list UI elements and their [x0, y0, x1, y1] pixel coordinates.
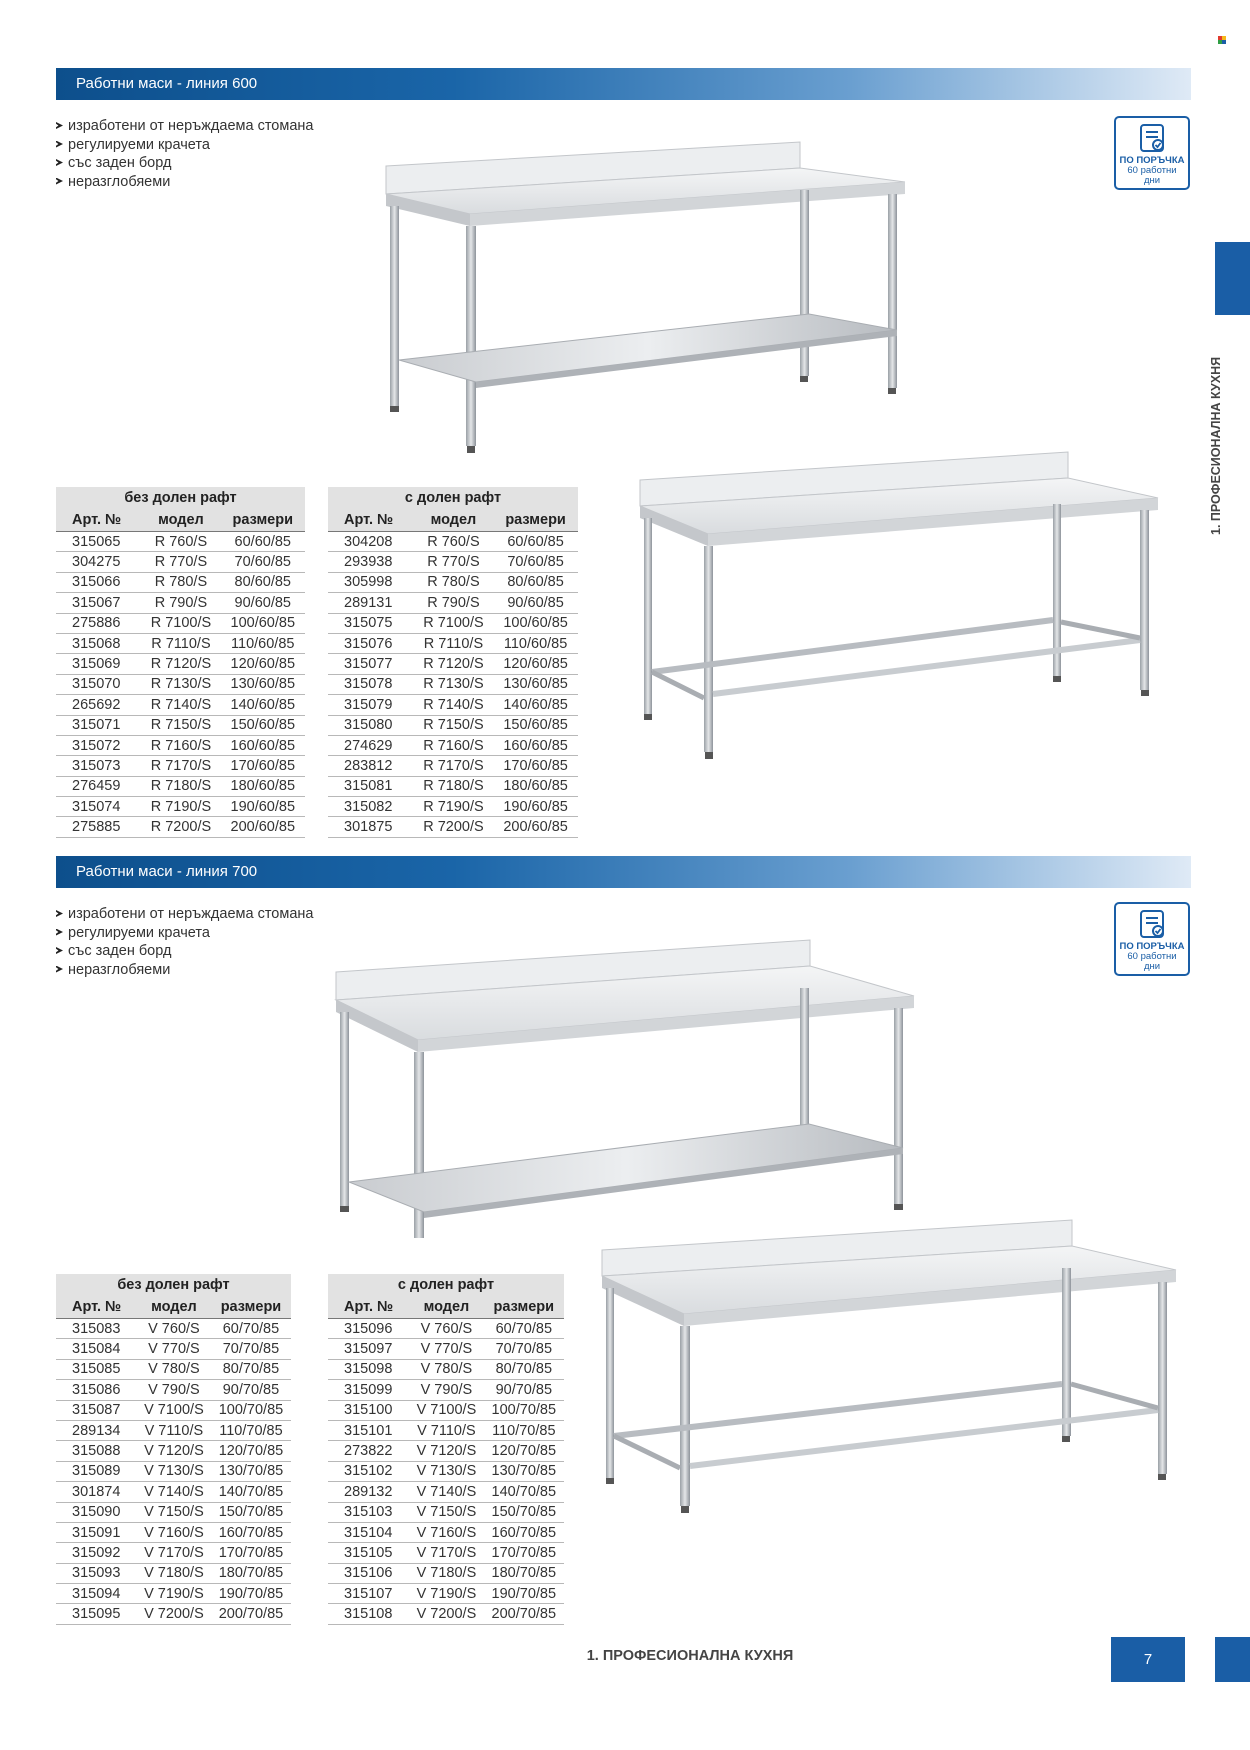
dimensions-cell: 140/60/85	[493, 695, 578, 715]
model-cell: V 7180/S	[137, 1563, 211, 1583]
model-cell: V 7110/S	[409, 1420, 483, 1440]
art-number-cell: 315105	[328, 1543, 409, 1563]
model-cell: R 780/S	[414, 572, 493, 592]
table-row	[328, 532, 578, 552]
model-cell: R 7200/S	[414, 817, 493, 837]
model-cell: V 7100/S	[409, 1400, 483, 1420]
model-cell: V 7110/S	[137, 1420, 211, 1440]
dimensions-cell: 160/70/85	[211, 1522, 291, 1542]
dimensions-cell: 200/60/85	[493, 817, 578, 837]
dimensions-cell: 150/70/85	[484, 1502, 564, 1522]
dimensions-cell: 100/60/85	[493, 613, 578, 633]
table-row	[328, 1319, 564, 1339]
art-number-cell: 276459	[56, 776, 141, 796]
column-header: Арт. №	[328, 509, 414, 532]
model-cell: R 7160/S	[414, 735, 493, 755]
art-number-cell: 315069	[56, 654, 141, 674]
dimensions-cell: 130/70/85	[484, 1461, 564, 1481]
feature-item: със заден борд	[56, 942, 313, 961]
column-header: Арт. №	[56, 1296, 137, 1319]
table-row	[56, 695, 305, 715]
art-number-cell: 315091	[56, 1522, 137, 1542]
table-row	[56, 552, 305, 572]
table-row	[56, 1441, 291, 1461]
table-row	[328, 715, 578, 735]
table-row	[328, 817, 578, 837]
table-row	[328, 1380, 564, 1400]
dimensions-cell: 150/60/85	[221, 715, 305, 735]
art-number-cell: 315082	[328, 797, 414, 817]
model-cell: R 7170/S	[414, 756, 493, 776]
model-cell: R 7120/S	[141, 654, 220, 674]
dimensions-cell: 130/70/85	[211, 1461, 291, 1481]
table-row	[328, 1543, 564, 1563]
model-cell: R 790/S	[141, 593, 220, 613]
table-with-shelf-image	[334, 938, 916, 1238]
table-row	[328, 1563, 564, 1583]
art-number-cell: 315093	[56, 1563, 137, 1583]
badge-line1: ПО ПОРЪЧКА	[1119, 155, 1185, 166]
table-row	[56, 572, 305, 592]
art-number-cell: 315074	[56, 797, 141, 817]
dimensions-cell: 190/60/85	[493, 797, 578, 817]
table-row	[328, 1339, 564, 1359]
table-row	[328, 613, 578, 633]
model-cell: V 7130/S	[409, 1461, 483, 1481]
art-number-cell: 315087	[56, 1400, 137, 1420]
art-number-cell: 301875	[328, 817, 414, 837]
art-number-cell: 315068	[56, 633, 141, 653]
model-cell: R 7110/S	[141, 633, 220, 653]
art-number-cell: 315080	[328, 715, 414, 735]
dimensions-cell: 150/70/85	[211, 1502, 291, 1522]
art-number-cell: 315084	[56, 1339, 137, 1359]
model-cell: R 770/S	[141, 552, 220, 572]
table-row	[328, 1420, 564, 1440]
dimensions-cell: 150/60/85	[493, 715, 578, 735]
dimensions-cell: 140/60/85	[221, 695, 305, 715]
table-row	[56, 1380, 291, 1400]
art-number-cell: 301874	[56, 1482, 137, 1502]
dimensions-cell: 140/70/85	[211, 1482, 291, 1502]
feature-item: със заден борд	[56, 154, 313, 173]
model-cell: R 760/S	[141, 532, 220, 552]
dimensions-cell: 80/60/85	[493, 572, 578, 592]
model-cell: V 7120/S	[137, 1441, 211, 1461]
column-header: Арт. №	[328, 1296, 409, 1319]
model-cell: V 7100/S	[137, 1400, 211, 1420]
column-header: модел	[414, 509, 493, 532]
art-number-cell: 315090	[56, 1502, 137, 1522]
table-row	[328, 633, 578, 653]
column-header: модел	[141, 509, 220, 532]
table-row	[56, 593, 305, 613]
table-row	[328, 1400, 564, 1420]
art-number-cell: 315070	[56, 674, 141, 694]
table-without-shelf-image	[638, 450, 1160, 766]
model-cell: V 7190/S	[137, 1584, 211, 1604]
model-cell: V 770/S	[409, 1339, 483, 1359]
dimensions-cell: 170/60/85	[221, 756, 305, 776]
dimensions-cell: 90/60/85	[221, 593, 305, 613]
feature-list-600	[56, 117, 313, 191]
dimensions-cell: 190/60/85	[221, 797, 305, 817]
brand-logo-icon	[1218, 36, 1226, 44]
model-cell: R 7130/S	[414, 674, 493, 694]
model-cell: R 760/S	[414, 532, 493, 552]
dimensions-cell: 170/70/85	[211, 1543, 291, 1563]
table-row	[328, 1584, 564, 1604]
art-number-cell: 315083	[56, 1319, 137, 1339]
table-row	[56, 1563, 291, 1583]
art-number-cell: 289132	[328, 1482, 409, 1502]
made-to-order-badge-600	[1114, 116, 1190, 190]
badge-line3: дни	[1143, 175, 1161, 186]
model-cell: R 7130/S	[141, 674, 220, 694]
table-row	[328, 654, 578, 674]
art-number-cell: 304275	[56, 552, 141, 572]
dimensions-cell: 120/70/85	[484, 1441, 564, 1461]
dimensions-cell: 170/70/85	[484, 1543, 564, 1563]
table-row	[56, 1400, 291, 1420]
dimensions-cell: 200/60/85	[221, 817, 305, 837]
art-number-cell: 315067	[56, 593, 141, 613]
model-cell: V 780/S	[409, 1359, 483, 1379]
table-row	[56, 1502, 291, 1522]
badge-line2: 60 работни	[1127, 951, 1177, 962]
table-row	[328, 695, 578, 715]
art-number-cell: 315096	[328, 1319, 409, 1339]
dimensions-cell: 160/60/85	[493, 735, 578, 755]
table-row	[56, 1319, 291, 1339]
table-row	[56, 776, 305, 796]
model-cell: R 7110/S	[414, 633, 493, 653]
table-caption: с долен рафт	[328, 1274, 564, 1296]
table-row	[56, 1522, 291, 1542]
dimensions-cell: 200/70/85	[484, 1604, 564, 1624]
art-number-cell: 315106	[328, 1563, 409, 1583]
table-row	[328, 552, 578, 572]
dimensions-cell: 120/70/85	[211, 1441, 291, 1461]
column-header: Арт. №	[56, 509, 141, 532]
dimensions-cell: 60/60/85	[493, 532, 578, 552]
model-cell: V 7150/S	[409, 1502, 483, 1522]
model-cell: V 7200/S	[137, 1604, 211, 1624]
dimensions-cell: 80/60/85	[221, 572, 305, 592]
table-row	[328, 1604, 564, 1624]
dimensions-cell: 70/70/85	[484, 1339, 564, 1359]
art-number-cell: 315076	[328, 633, 414, 653]
dimensions-cell: 180/60/85	[221, 776, 305, 796]
dimensions-cell: 130/60/85	[493, 674, 578, 694]
section-title-700: Работни маси - линия 700	[56, 856, 1191, 888]
dimensions-cell: 200/70/85	[211, 1604, 291, 1624]
badge-line1: ПО ПОРЪЧКА	[1119, 941, 1185, 952]
art-number-cell: 315066	[56, 572, 141, 592]
table-row	[328, 1522, 564, 1542]
dimensions-cell: 70/70/85	[211, 1339, 291, 1359]
column-header: размери	[484, 1296, 564, 1319]
art-number-cell: 315065	[56, 532, 141, 552]
dimensions-cell: 80/70/85	[211, 1359, 291, 1379]
footer-chapter-title: 1. ПРОФЕСИОНАЛНА КУХНЯ	[586, 1648, 794, 1664]
model-cell: R 7120/S	[414, 654, 493, 674]
clipboard-check-icon	[1136, 122, 1168, 154]
art-number-cell: 315078	[328, 674, 414, 694]
dimensions-cell: 190/70/85	[211, 1584, 291, 1604]
model-cell: V 7140/S	[137, 1482, 211, 1502]
chapter-tab	[1215, 242, 1250, 315]
model-cell: V 7150/S	[137, 1502, 211, 1522]
table-row	[328, 776, 578, 796]
model-cell: R 7180/S	[141, 776, 220, 796]
art-number-cell: 293938	[328, 552, 414, 572]
dimensions-cell: 180/60/85	[493, 776, 578, 796]
table-row	[328, 735, 578, 755]
art-number-cell: 315079	[328, 695, 414, 715]
feature-item: регулируеми крачета	[56, 136, 313, 155]
model-cell: V 7130/S	[137, 1461, 211, 1481]
footer-tab	[1215, 1637, 1250, 1682]
table-row	[328, 1461, 564, 1481]
feature-item: изработени от неръждаема стомана	[56, 117, 313, 136]
table-caption: с долен рафт	[328, 487, 578, 509]
art-number-cell: 315092	[56, 1543, 137, 1563]
model-cell: R 7150/S	[414, 715, 493, 735]
art-number-cell: 315075	[328, 613, 414, 633]
dimensions-cell: 110/60/85	[493, 633, 578, 653]
table-row	[56, 674, 305, 694]
column-header: модел	[409, 1296, 483, 1319]
art-number-cell: 315089	[56, 1461, 137, 1481]
table-row	[328, 593, 578, 613]
model-cell: V 790/S	[409, 1380, 483, 1400]
model-cell: R 770/S	[414, 552, 493, 572]
table-caption: без долен рафт	[56, 487, 305, 509]
feature-item: регулируеми крачета	[56, 924, 313, 943]
art-number-cell: 315095	[56, 1604, 137, 1624]
art-number-cell: 315071	[56, 715, 141, 735]
model-cell: R 7190/S	[141, 797, 220, 817]
table-row	[56, 654, 305, 674]
art-number-cell: 315072	[56, 735, 141, 755]
art-number-cell: 315094	[56, 1584, 137, 1604]
table-no-shelf-700	[56, 1274, 291, 1625]
table-row	[56, 1420, 291, 1440]
model-cell: R 7190/S	[414, 797, 493, 817]
dimensions-cell: 120/60/85	[493, 654, 578, 674]
table-row	[56, 1604, 291, 1624]
table-caption: без долен рафт	[56, 1274, 291, 1296]
art-number-cell: 315081	[328, 776, 414, 796]
model-cell: V 7190/S	[409, 1584, 483, 1604]
table-row	[328, 797, 578, 817]
model-cell: V 760/S	[409, 1319, 483, 1339]
model-cell: V 780/S	[137, 1359, 211, 1379]
dimensions-cell: 60/70/85	[211, 1319, 291, 1339]
model-cell: R 7180/S	[414, 776, 493, 796]
table-row	[56, 1482, 291, 1502]
dimensions-cell: 160/70/85	[484, 1522, 564, 1542]
table-row	[328, 756, 578, 776]
badge-line2: 60 работни	[1127, 165, 1177, 176]
page-number: 7	[1111, 1637, 1185, 1682]
art-number-cell: 315099	[328, 1380, 409, 1400]
model-cell: R 790/S	[414, 593, 493, 613]
art-number-cell: 315107	[328, 1584, 409, 1604]
table-row	[328, 1482, 564, 1502]
chapter-side-label-text: 1. ПРОФЕСИОНАЛНА КУХНЯ	[1209, 356, 1223, 535]
model-cell: R 7100/S	[141, 613, 220, 633]
table-row	[56, 1461, 291, 1481]
art-number-cell: 315097	[328, 1339, 409, 1359]
table-no-shelf-600	[56, 487, 305, 838]
feature-item: неразглобяеми	[56, 173, 313, 192]
art-number-cell: 289134	[56, 1420, 137, 1440]
dimensions-cell: 160/60/85	[221, 735, 305, 755]
art-number-cell: 305998	[328, 572, 414, 592]
column-header: размери	[211, 1296, 291, 1319]
art-number-cell: 275885	[56, 817, 141, 837]
model-cell: R 7170/S	[141, 756, 220, 776]
art-number-cell: 315073	[56, 756, 141, 776]
model-cell: V 770/S	[137, 1339, 211, 1359]
model-cell: R 7140/S	[141, 695, 220, 715]
dimensions-cell: 110/70/85	[211, 1420, 291, 1440]
table-row	[56, 797, 305, 817]
dimensions-cell: 190/70/85	[484, 1584, 564, 1604]
table-row	[56, 756, 305, 776]
dimensions-cell: 110/60/85	[221, 633, 305, 653]
model-cell: R 780/S	[141, 572, 220, 592]
model-cell: V 7160/S	[137, 1522, 211, 1542]
table-with-shelf-700	[328, 1274, 564, 1625]
dimensions-cell: 60/60/85	[221, 532, 305, 552]
model-cell: V 7170/S	[409, 1543, 483, 1563]
dimensions-cell: 120/60/85	[221, 654, 305, 674]
art-number-cell: 315098	[328, 1359, 409, 1379]
column-header: модел	[137, 1296, 211, 1319]
section-title-600: Работни маси - линия 600	[56, 68, 1191, 100]
model-cell: V 7140/S	[409, 1482, 483, 1502]
art-number-cell: 315086	[56, 1380, 137, 1400]
table-row	[328, 1502, 564, 1522]
clipboard-check-icon	[1136, 908, 1168, 940]
table-row	[56, 1339, 291, 1359]
dimensions-cell: 90/60/85	[493, 593, 578, 613]
dimensions-cell: 100/70/85	[211, 1400, 291, 1420]
table-row	[56, 715, 305, 735]
model-cell: V 7170/S	[137, 1543, 211, 1563]
table-with-shelf-600	[328, 487, 578, 838]
model-cell: V 760/S	[137, 1319, 211, 1339]
dimensions-cell: 70/60/85	[493, 552, 578, 572]
table-without-shelf-image	[600, 1218, 1180, 1518]
model-cell: V 7200/S	[409, 1604, 483, 1624]
column-header: размери	[493, 509, 578, 532]
art-number-cell: 289131	[328, 593, 414, 613]
art-number-cell: 265692	[56, 695, 141, 715]
dimensions-cell: 60/70/85	[484, 1319, 564, 1339]
model-cell: V 7120/S	[409, 1441, 483, 1461]
model-cell: R 7150/S	[141, 715, 220, 735]
art-number-cell: 315085	[56, 1359, 137, 1379]
dimensions-cell: 140/70/85	[484, 1482, 564, 1502]
dimensions-cell: 80/70/85	[484, 1359, 564, 1379]
model-cell: V 7180/S	[409, 1563, 483, 1583]
art-number-cell: 275886	[56, 613, 141, 633]
dimensions-cell: 70/60/85	[221, 552, 305, 572]
model-cell: V 7160/S	[409, 1522, 483, 1542]
badge-line3: дни	[1143, 961, 1161, 972]
art-number-cell: 274629	[328, 735, 414, 755]
art-number-cell: 273822	[328, 1441, 409, 1461]
column-header: размери	[221, 509, 305, 532]
art-number-cell: 315103	[328, 1502, 409, 1522]
dimensions-cell: 100/60/85	[221, 613, 305, 633]
dimensions-cell: 90/70/85	[484, 1380, 564, 1400]
model-cell: R 7200/S	[141, 817, 220, 837]
model-cell: R 7100/S	[414, 613, 493, 633]
dimensions-cell: 180/70/85	[211, 1563, 291, 1583]
table-row	[56, 735, 305, 755]
dimensions-cell: 90/70/85	[211, 1380, 291, 1400]
model-cell: V 790/S	[137, 1380, 211, 1400]
art-number-cell: 315108	[328, 1604, 409, 1624]
dimensions-cell: 170/60/85	[493, 756, 578, 776]
table-row	[56, 817, 305, 837]
table-row	[328, 1359, 564, 1379]
art-number-cell: 315077	[328, 654, 414, 674]
art-number-cell: 315100	[328, 1400, 409, 1420]
dimensions-cell: 100/70/85	[484, 1400, 564, 1420]
chapter-side-label	[1209, 325, 1229, 535]
feature-list-700	[56, 905, 313, 979]
feature-item: неразглобяеми	[56, 961, 313, 980]
table-row	[56, 1543, 291, 1563]
table-row	[328, 572, 578, 592]
table-row	[328, 1441, 564, 1461]
model-cell: R 7160/S	[141, 735, 220, 755]
art-number-cell: 315102	[328, 1461, 409, 1481]
art-number-cell: 283812	[328, 756, 414, 776]
table-row	[56, 633, 305, 653]
table-row	[56, 1584, 291, 1604]
art-number-cell: 315104	[328, 1522, 409, 1542]
table-row	[56, 532, 305, 552]
dimensions-cell: 110/70/85	[484, 1420, 564, 1440]
feature-item: изработени от неръждаема стомана	[56, 905, 313, 924]
dimensions-cell: 180/70/85	[484, 1563, 564, 1583]
table-row	[56, 1359, 291, 1379]
art-number-cell: 304208	[328, 532, 414, 552]
dimensions-cell: 130/60/85	[221, 674, 305, 694]
table-row	[328, 674, 578, 694]
made-to-order-badge-700	[1114, 902, 1190, 976]
art-number-cell: 315088	[56, 1441, 137, 1461]
table-row	[56, 613, 305, 633]
art-number-cell: 315101	[328, 1420, 409, 1440]
model-cell: R 7140/S	[414, 695, 493, 715]
table-with-shelf-image	[380, 138, 910, 458]
